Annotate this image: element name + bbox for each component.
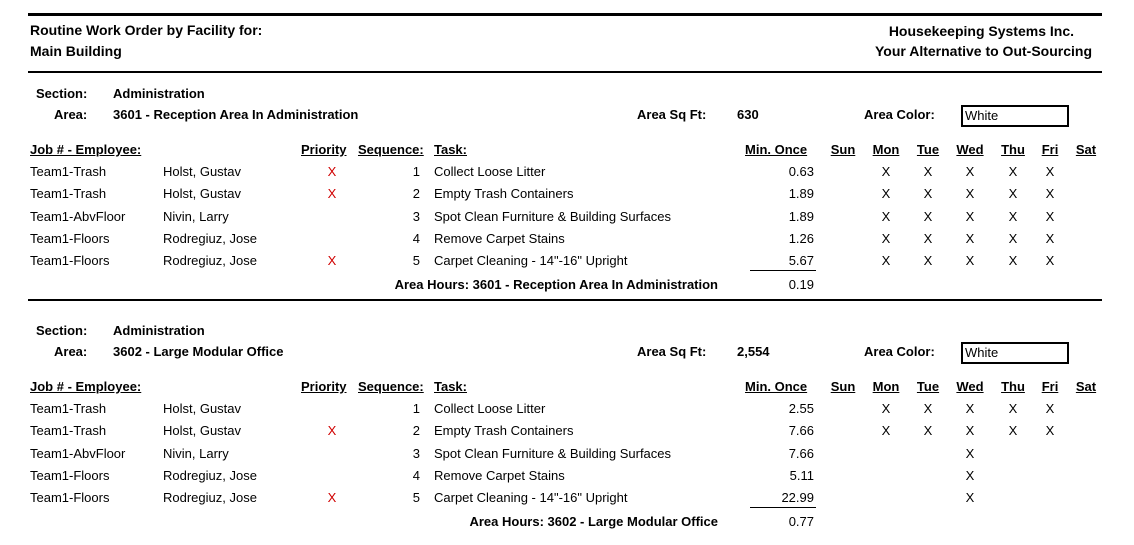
col-sequence: Sequence: <box>358 379 424 394</box>
employee-name: Holst, Gustav <box>163 423 242 438</box>
day-mark-mon: X <box>881 209 891 224</box>
col-mon: Mon <box>872 379 900 394</box>
section-label: Section: <box>36 86 88 101</box>
day-mark-fri: X <box>1045 209 1055 224</box>
area-sqft-value: 630 <box>737 107 759 122</box>
employee-name: Rodregiuz, Jose <box>163 231 257 246</box>
day-mark-tue: X <box>923 164 933 179</box>
area-hours-value: 0.19 <box>788 277 814 292</box>
task-name: Collect Loose Litter <box>434 401 546 416</box>
day-mark-fri: X <box>1045 231 1055 246</box>
day-mark-tue: X <box>923 209 933 224</box>
priority-mark: X <box>327 490 337 505</box>
col-task: Task: <box>434 379 467 394</box>
sequence-number: 3 <box>412 209 420 224</box>
priority-mark: X <box>327 186 337 201</box>
day-mark-fri: X <box>1045 401 1055 416</box>
sequence-number: 1 <box>412 401 420 416</box>
col-fri: Fri <box>1041 379 1059 394</box>
day-mark-wed: X <box>965 468 975 483</box>
task-name: Collect Loose Litter <box>434 164 546 179</box>
day-mark-fri: X <box>1045 253 1055 268</box>
day-mark-wed: X <box>965 164 975 179</box>
employee-name: Holst, Gustav <box>163 164 242 179</box>
day-mark-wed: X <box>965 401 975 416</box>
job-number: Team1-Floors <box>30 468 110 483</box>
sequence-number: 5 <box>412 490 420 505</box>
sequence-number: 4 <box>412 231 420 246</box>
day-mark-thu: X <box>1008 253 1018 268</box>
day-mark-wed: X <box>965 186 975 201</box>
report-title: Routine Work Order by Facility for: <box>30 22 263 38</box>
col-priority: Priority <box>301 142 347 157</box>
employee-name: Rodregiuz, Jose <box>163 468 257 483</box>
area-name: 3602 - Large Modular Office <box>113 344 284 359</box>
day-mark-wed: X <box>965 253 975 268</box>
day-mark-wed: X <box>965 423 975 438</box>
employee-name: Nivin, Larry <box>163 446 229 461</box>
col-wed: Wed <box>956 379 984 394</box>
company-tagline: Your Alternative to Out-Sourcing <box>874 43 1092 59</box>
day-mark-thu: X <box>1008 164 1018 179</box>
min-once-value: 1.89 <box>788 186 814 201</box>
day-mark-tue: X <box>923 231 933 246</box>
priority-mark: X <box>327 253 337 268</box>
area-label: Area: <box>54 344 88 359</box>
employee-name: Holst, Gustav <box>163 401 242 416</box>
col-sequence: Sequence: <box>358 142 424 157</box>
min-once-value: 22.99 <box>781 490 814 505</box>
day-mark-wed: X <box>965 209 975 224</box>
task-name: Spot Clean Furniture & Building Surfaces <box>434 209 672 224</box>
job-number: Team1-Trash <box>30 423 107 438</box>
priority-mark: X <box>327 423 337 438</box>
sequence-number: 4 <box>412 468 420 483</box>
col-priority: Priority <box>301 379 347 394</box>
job-number: Team1-Trash <box>30 186 107 201</box>
day-mark-thu: X <box>1008 231 1018 246</box>
sequence-number: 2 <box>412 186 420 201</box>
min-once-value: 1.26 <box>788 231 814 246</box>
day-mark-tue: X <box>923 401 933 416</box>
header-rule <box>28 71 1102 73</box>
task-name: Empty Trash Containers <box>434 423 574 438</box>
col-thu: Thu <box>1001 379 1025 394</box>
min-once-value: 2.55 <box>788 401 814 416</box>
day-mark-fri: X <box>1045 164 1055 179</box>
day-mark-tue: X <box>923 423 933 438</box>
area-color-label: Area Color: <box>864 107 935 122</box>
job-number: Team1-AbvFloor <box>30 209 126 224</box>
col-task: Task: <box>434 142 467 157</box>
top-rule <box>28 13 1102 16</box>
min-once-value: 5.11 <box>789 468 814 483</box>
area-name: 3601 - Reception Area In Administration <box>113 107 359 122</box>
day-mark-wed: X <box>965 490 975 505</box>
day-mark-tue: X <box>923 186 933 201</box>
area-sqft-label: Area Sq Ft: <box>637 107 707 122</box>
area-sqft-value: 2,554 <box>737 344 770 359</box>
section-label: Section: <box>36 323 88 338</box>
col-sun: Sun <box>830 142 856 157</box>
task-name: Remove Carpet Stains <box>434 231 565 246</box>
task-name: Empty Trash Containers <box>434 186 574 201</box>
section-divider <box>28 299 1102 301</box>
sequence-number: 5 <box>412 253 420 268</box>
task-name: Carpet Cleaning - 14"-16" Upright <box>434 490 628 505</box>
day-mark-fri: X <box>1045 186 1055 201</box>
col-job-employee: Job # - Employee: <box>30 379 142 394</box>
day-mark-mon: X <box>881 253 891 268</box>
job-number: Team1-Floors <box>30 490 110 505</box>
day-mark-fri: X <box>1045 423 1055 438</box>
sequence-number: 1 <box>412 164 420 179</box>
company-name: Housekeeping Systems Inc. <box>888 23 1074 39</box>
sequence-number: 2 <box>412 423 420 438</box>
col-tue: Tue <box>916 142 940 157</box>
col-wed: Wed <box>956 142 984 157</box>
area-label: Area: <box>54 107 88 122</box>
area-color-value: White <box>961 342 1069 364</box>
day-mark-thu: X <box>1008 423 1018 438</box>
col-sat: Sat <box>1075 142 1097 157</box>
employee-name: Rodregiuz, Jose <box>163 253 257 268</box>
day-mark-thu: X <box>1008 186 1018 201</box>
sequence-number: 3 <box>412 446 420 461</box>
task-name: Remove Carpet Stains <box>434 468 565 483</box>
section-name: Administration <box>113 86 205 101</box>
job-number: Team1-Floors <box>30 231 110 246</box>
employee-name: Nivin, Larry <box>163 209 229 224</box>
total-rule <box>750 270 816 271</box>
min-once-value: 1.89 <box>788 209 814 224</box>
employee-name: Rodregiuz, Jose <box>163 490 257 505</box>
min-once-value: 7.66 <box>788 423 814 438</box>
area-hours-value: 0.77 <box>788 514 814 529</box>
day-mark-wed: X <box>965 446 975 461</box>
total-rule <box>750 507 816 508</box>
col-mon: Mon <box>872 142 900 157</box>
min-once-value: 0.63 <box>788 164 814 179</box>
employee-name: Holst, Gustav <box>163 186 242 201</box>
area-color-label: Area Color: <box>864 344 935 359</box>
area-hours-label: Area Hours: 3602 - Large Modular Office <box>469 514 718 529</box>
priority-mark: X <box>327 164 337 179</box>
min-once-value: 7.66 <box>788 446 814 461</box>
day-mark-thu: X <box>1008 209 1018 224</box>
job-number: Team1-AbvFloor <box>30 446 126 461</box>
section-name: Administration <box>113 323 205 338</box>
min-once-value: 5.67 <box>788 253 814 268</box>
col-sun: Sun <box>830 379 856 394</box>
area-sqft-label: Area Sq Ft: <box>637 344 707 359</box>
day-mark-thu: X <box>1008 401 1018 416</box>
facility-name: Main Building <box>30 43 122 59</box>
day-mark-mon: X <box>881 186 891 201</box>
task-name: Carpet Cleaning - 14"-16" Upright <box>434 253 628 268</box>
job-number: Team1-Trash <box>30 164 107 179</box>
job-number: Team1-Trash <box>30 401 107 416</box>
day-mark-mon: X <box>881 423 891 438</box>
col-thu: Thu <box>1001 142 1025 157</box>
day-mark-wed: X <box>965 231 975 246</box>
col-min-once: Min. Once <box>745 142 808 157</box>
col-fri: Fri <box>1041 142 1059 157</box>
area-color-value: White <box>961 105 1069 127</box>
day-mark-mon: X <box>881 164 891 179</box>
task-name: Spot Clean Furniture & Building Surfaces <box>434 446 672 461</box>
col-tue: Tue <box>916 379 940 394</box>
col-sat: Sat <box>1075 379 1097 394</box>
day-mark-tue: X <box>923 253 933 268</box>
day-mark-mon: X <box>881 231 891 246</box>
job-number: Team1-Floors <box>30 253 110 268</box>
col-job-employee: Job # - Employee: <box>30 142 142 157</box>
day-mark-mon: X <box>881 401 891 416</box>
area-hours-label: Area Hours: 3601 - Reception Area In Administration <box>394 277 718 292</box>
col-min-once: Min. Once <box>745 379 808 394</box>
